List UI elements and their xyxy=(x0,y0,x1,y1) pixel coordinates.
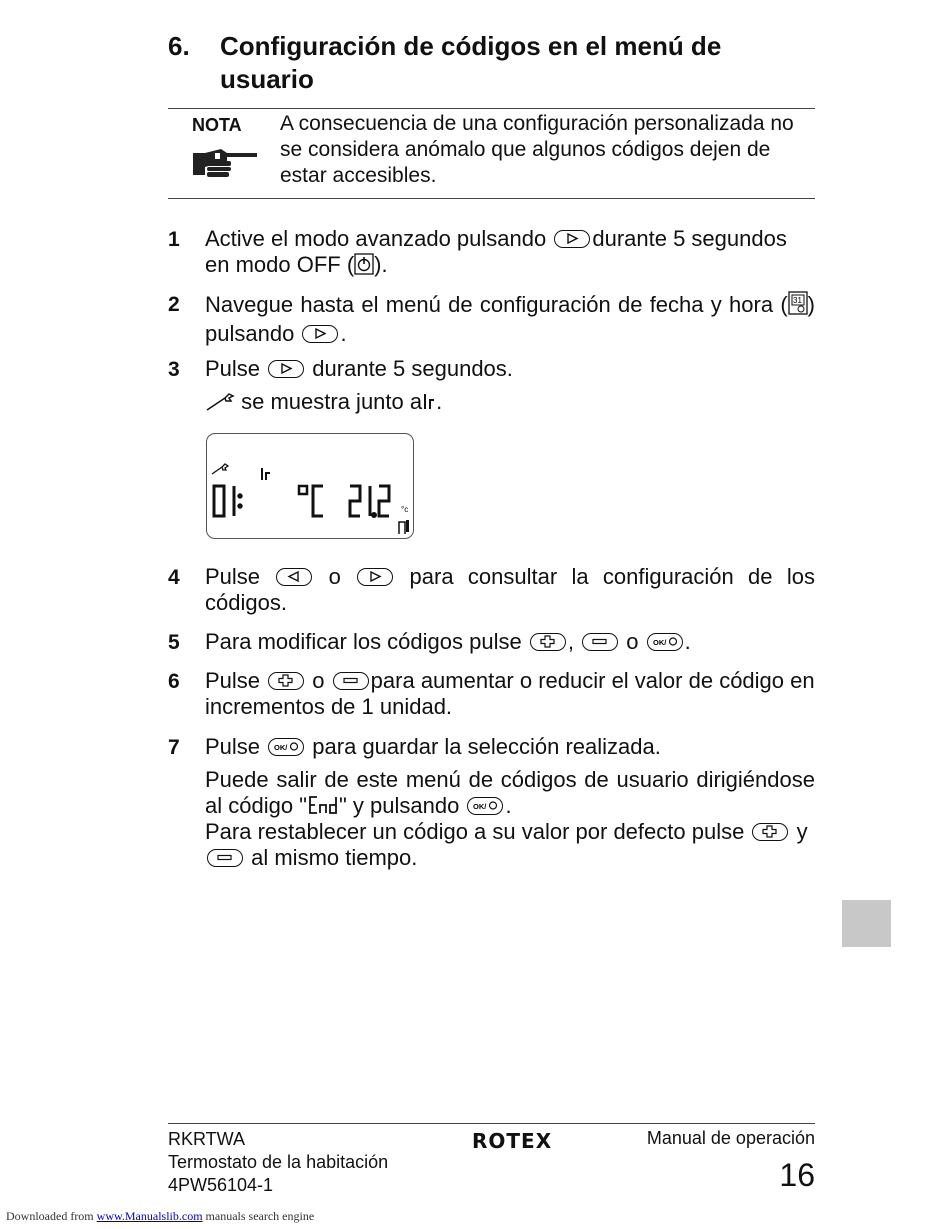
power-icon xyxy=(354,253,374,281)
minus-button-icon xyxy=(582,633,618,651)
right-arrow-button-icon xyxy=(268,360,304,378)
exit-part: Puede salir de este menú de códigos de usuario dirigiéndose al código " xyxy=(205,767,815,818)
plus-button-icon xyxy=(752,823,788,841)
lcd-wrench-icon xyxy=(212,464,228,474)
step-2-text xyxy=(205,291,815,347)
ir-segment-icon xyxy=(422,390,436,418)
rotex-logo: ROTEX xyxy=(472,1129,553,1153)
reset-part: y xyxy=(796,819,808,844)
end-segment-icon xyxy=(307,794,339,822)
step-5-number: 5 xyxy=(168,631,180,654)
note-bottom-rule xyxy=(168,198,815,199)
reset-part: Para restablecer un código a su valor por defecto pulse xyxy=(205,819,745,844)
footer-product: Termostato de la habitación xyxy=(168,1152,389,1172)
step-6-text xyxy=(205,668,815,720)
plus-button-icon xyxy=(530,633,566,651)
step-7-part: Pulse xyxy=(205,734,261,759)
step-5-part: , xyxy=(567,629,574,654)
footer-doc: 4PW56104-1 xyxy=(168,1175,274,1195)
left-arrow-button-icon xyxy=(276,568,312,586)
step-3-sub xyxy=(205,389,815,418)
step-1-part: ). xyxy=(374,252,388,277)
step-4-text xyxy=(205,564,815,616)
calendar-icon xyxy=(788,291,808,321)
step-6-part: Pulse xyxy=(205,668,261,693)
plus-button-icon xyxy=(268,672,304,690)
minus-button-icon xyxy=(207,849,243,867)
step-4-part: para consultar la configuración de los códigos. xyxy=(205,564,815,615)
download-suffix: manuals search engine xyxy=(205,1209,315,1223)
step-6-part: para aumentar o reducir el valor de código en incrementos de 1 unidad. xyxy=(205,668,815,719)
note-text: A consecuencia de una configuración personalizada no se considera anómalo que algunos códigos dejen de estar accesibles. xyxy=(280,112,794,187)
lcd-unit-small: °c xyxy=(401,505,409,514)
step-4-part: Pulse xyxy=(205,564,261,589)
footer-rule xyxy=(168,1123,815,1124)
minus-button-icon xyxy=(333,672,369,690)
footer-left xyxy=(168,1128,388,1197)
step-4-part: o xyxy=(328,564,341,589)
footer-model: RKRTWA xyxy=(168,1129,246,1149)
reset-paragraph xyxy=(205,819,815,871)
step-5-part: . xyxy=(684,629,691,654)
ok-clock-button-icon xyxy=(647,633,683,651)
page-number: 16 xyxy=(779,1157,815,1193)
step-3-text xyxy=(205,356,815,382)
step-1-number: 1 xyxy=(168,228,180,251)
lcd-display xyxy=(206,433,414,539)
ok-label: OK/ xyxy=(473,802,487,811)
step-2-part: ) pulsando xyxy=(205,292,815,346)
ok-clock-button-icon xyxy=(268,738,304,756)
step-3-part: Pulse xyxy=(205,356,261,381)
note-top-rule xyxy=(168,108,815,109)
step-5-text xyxy=(205,629,815,655)
step-2-number: 2 xyxy=(168,293,180,316)
step-3-sub-part: . xyxy=(436,389,443,414)
reset-part: al mismo tiempo. xyxy=(251,845,418,870)
step-3-sub-part: se muestra junto a xyxy=(241,389,423,414)
footer-manual: Manual de operación xyxy=(646,1128,815,1148)
right-arrow-button-icon xyxy=(302,325,338,343)
download-prefix: Downloaded from xyxy=(6,1209,94,1223)
chapter-tab xyxy=(842,900,891,947)
step-1-part: durante 5 segundos en modo OFF ( xyxy=(205,226,787,277)
right-arrow-button-icon xyxy=(554,230,590,248)
step-7-text xyxy=(205,734,815,760)
download-note xyxy=(6,1209,314,1224)
step-1-part: Active el modo avanzado pulsando xyxy=(205,226,547,251)
step-6-part: o xyxy=(312,668,325,693)
step-6-number: 6 xyxy=(168,670,180,693)
pointing-hand-icon xyxy=(193,145,259,186)
step-1-text xyxy=(205,226,815,281)
step-5-part: o xyxy=(626,629,639,654)
step-3-number: 3 xyxy=(168,358,180,381)
ok-clock-button-icon xyxy=(467,797,503,815)
exit-part: . xyxy=(505,793,512,818)
exit-paragraph xyxy=(205,767,815,822)
step-5-part: Para modificar los códigos pulse xyxy=(205,629,522,654)
manualslib-link[interactable]: www.Manualslib.com xyxy=(96,1209,203,1223)
ok-label: OK/ xyxy=(652,638,666,647)
section-heading: Configuración de códigos en el menú de usuario xyxy=(220,31,722,94)
right-arrow-button-icon xyxy=(357,568,393,586)
wrench-icon xyxy=(205,392,235,418)
step-2-part: . xyxy=(340,321,347,346)
step-4-number: 4 xyxy=(168,566,180,589)
step-3-part: durante 5 segundos. xyxy=(312,356,513,381)
step-7-number: 7 xyxy=(168,736,180,759)
calendar-icon-text: 31 xyxy=(792,296,802,305)
exit-part: " y pulsando xyxy=(339,793,460,818)
section-number: 6. xyxy=(168,31,190,61)
ok-label: OK/ xyxy=(274,743,288,752)
step-2-part: Navegue hasta el menú de configuración de fecha y hora ( xyxy=(205,292,788,317)
step-7-part: para guardar la selección realizada. xyxy=(312,734,661,759)
note-label: NOTA xyxy=(192,115,242,135)
